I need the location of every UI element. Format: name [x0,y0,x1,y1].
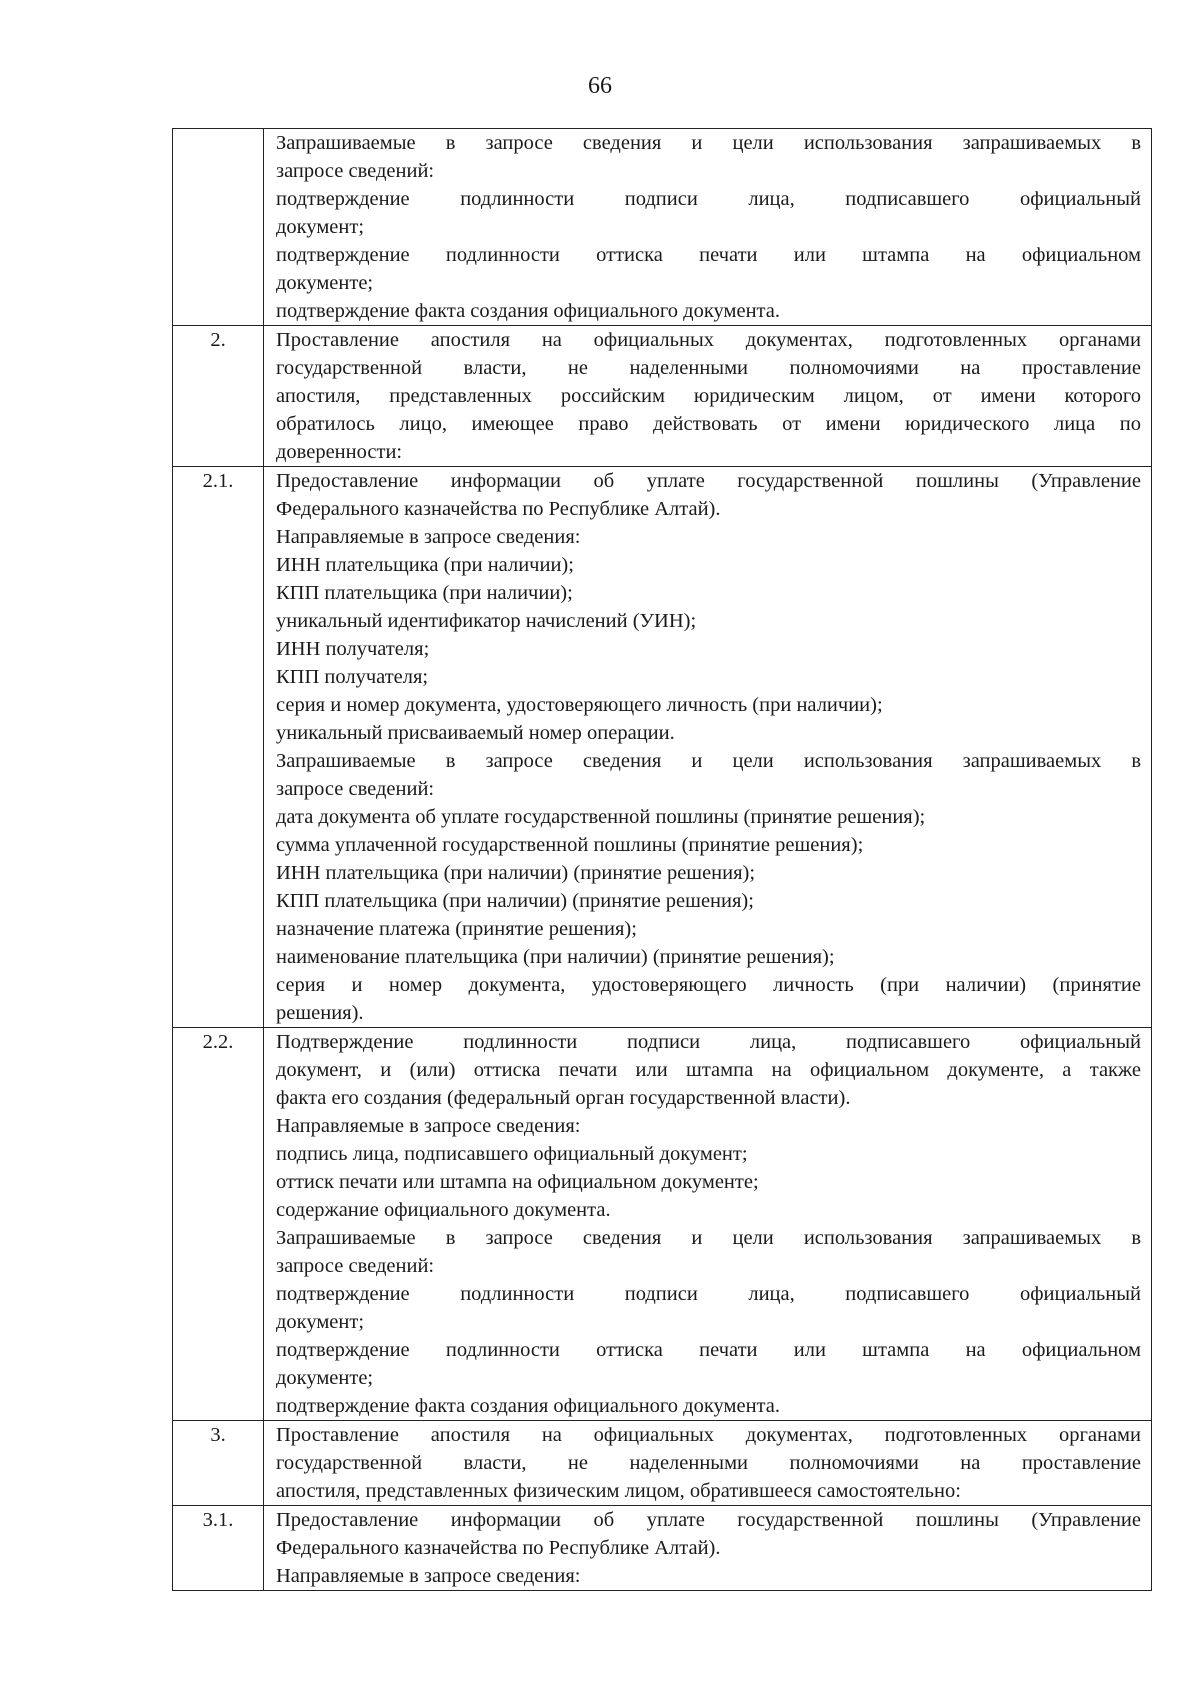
text-line: документ; [276,1311,365,1333]
text-line: подтверждение подлинности подписи лица, подписавшего официальный [276,188,1141,210]
row-number [173,129,264,326]
row-content [264,1028,1152,1421]
text-line: Федерального казначейства по Республике Алтай). [276,1537,721,1559]
text-line: содержание официального документа. [276,1199,611,1221]
text-line: сумма уплаченной государственной пошлины (принятие решения); [276,834,864,856]
text-line: подтверждение факта создания официального документа. [276,300,780,322]
text-line: наименование плательщика (при наличии) (принятие решения); [276,946,835,968]
table-row [173,326,1152,467]
page-number: 66 [588,73,612,99]
row-content [264,129,1152,326]
text-line: подтверждение подлинности оттиска печати или штампа на официальном [276,1339,1141,1361]
text-line: документ; [276,216,365,238]
text-line: Направляемые в запросе сведения: [276,1565,581,1587]
text-line: документ, и (или) оттиска печати или штампа на официальном документе, а также [276,1059,1141,1081]
text-line: запросе сведений: [276,160,435,182]
text-line: Запрашиваемые в запросе сведения и цели использования запрашиваемых в [276,750,1141,772]
text-line: Проставление апостиля на официальных документах, подготовленных органами [276,329,1141,351]
text-line: подпись лица, подписавшего официальный документ; [276,1143,748,1165]
text-line: апостиля, представленных физическим лицом, обратившееся самостоятельно: [276,1480,961,1502]
text-line: КПП получателя; [276,666,429,688]
text-line: Подтверждение подлинности подписи лица, подписавшего официальный [276,1031,1141,1053]
text-line: запросе сведений: [276,778,435,800]
text-line: доверенности: [276,441,403,463]
text-line: ИНН плательщика (при наличии) (принятие решения); [276,862,756,884]
text-line: ИНН плательщика (при наличии); [276,554,574,576]
row-number: 2.1. [173,467,264,1028]
text-line: Предоставление информации об уплате государственной пошлины (Управление [276,470,1141,492]
table-row [173,1421,1152,1506]
row-content [264,326,1152,467]
table-row [173,1506,1152,1591]
text-line: Предоставление информации об уплате государственной пошлины (Управление [276,1509,1141,1531]
text-line: КПП плательщика (при наличии); [276,582,573,604]
text-line: подтверждение факта создания официального документа. [276,1395,780,1417]
row-number: 2. [173,326,264,467]
table-row [173,1028,1152,1421]
text-line: подтверждение подлинности оттиска печати или штампа на официальном [276,244,1141,266]
text-line: документе; [276,1367,374,1389]
text-line: дата документа об уплате государственной пошлины (принятие решения); [276,806,926,828]
table-body [173,129,1152,1591]
text-line: документе; [276,272,374,294]
text-line: обратилось лицо, имеющее право действовать от имени юридического лица по [276,413,1141,435]
text-line: Направляемые в запросе сведения: [276,526,581,548]
text-line: подтверждение подлинности подписи лица, подписавшего официальный [276,1283,1141,1305]
text-line: назначение платежа (принятие решения); [276,918,637,940]
text-line: Запрашиваемые в запросе сведения и цели использования запрашиваемых в [276,132,1141,154]
text-line: факта его создания (федеральный орган государственной власти). [276,1087,851,1109]
text-line: решения). [276,1002,364,1024]
text-line: запросе сведений: [276,1255,435,1277]
text-line: государственной власти, не наделенными полномочиями на проставление [276,357,1141,379]
requests-table [172,128,1152,1591]
text-line: ИНН получателя; [276,638,430,660]
text-line: оттиск печати или штампа на официальном документе; [276,1171,759,1193]
row-content [264,1421,1152,1506]
row-number: 3.1. [173,1506,264,1591]
text-line: КПП плательщика (при наличии) (принятие решения); [276,890,754,912]
row-number: 2.2. [173,1028,264,1421]
text-line: серия и номер документа, удостоверяющего личность (при наличии) (принятие [276,974,1141,996]
text-line: уникальный присваиваемый номер операции. [276,722,675,744]
row-content [264,1506,1152,1591]
row-number: 3. [173,1421,264,1506]
text-line: апостиля, представленных российским юридическим лицом, от имени которого [276,385,1141,407]
text-line: Запрашиваемые в запросе сведения и цели использования запрашиваемых в [276,1227,1141,1249]
table-row [173,467,1152,1028]
text-line: Проставление апостиля на официальных документах, подготовленных органами [276,1424,1141,1446]
text-line: серия и номер документа, удостоверяющего личность (при наличии); [276,694,883,716]
text-line: государственной власти, не наделенными полномочиями на проставление [276,1452,1141,1474]
text-line: Федерального казначейства по Республике Алтай). [276,498,721,520]
row-content [264,467,1152,1028]
table-row [173,129,1152,326]
text-line: уникальный идентификатор начислений (УИН); [276,610,697,632]
text-line: Направляемые в запросе сведения: [276,1115,581,1137]
